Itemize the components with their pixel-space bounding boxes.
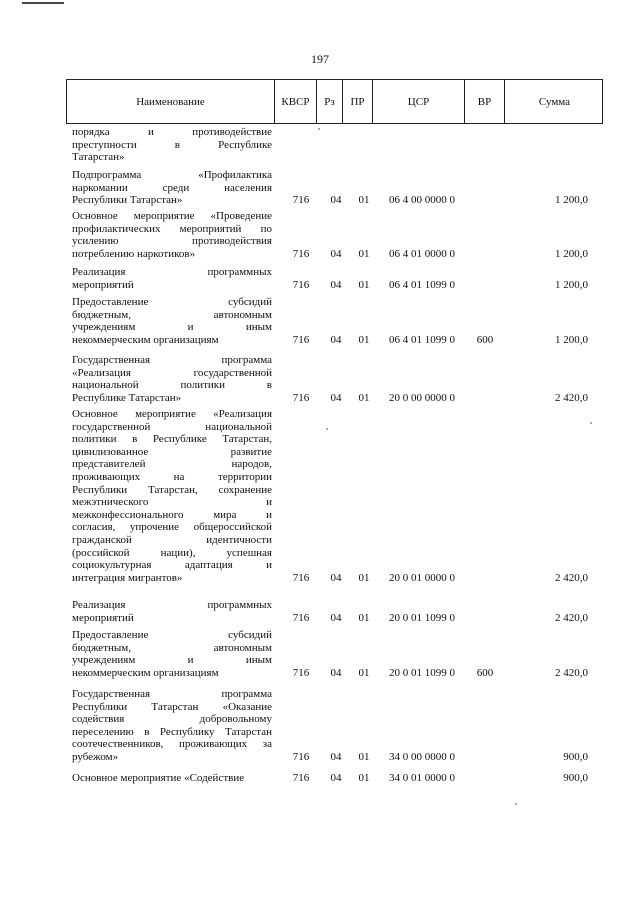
kvsr-cell: 716: [292, 772, 310, 784]
sum-cell: 2 420,0: [555, 611, 588, 624]
row-name-line: потреблению наркотиков»: [72, 247, 196, 260]
csr-cell: 06 4 01 1099 0: [389, 278, 455, 291]
row-name-line: Основное мероприятие «Проведение: [72, 210, 272, 222]
sum-cell: 1 200,0: [555, 333, 588, 346]
header-csr: ЦСР: [373, 80, 465, 123]
row-name: [72, 772, 272, 785]
rz-cell: 04: [330, 194, 342, 207]
row-name-line: «Реализация государственной: [72, 366, 272, 379]
table-row: [72, 354, 602, 404]
row-name-line: бюджетным, автономным: [72, 641, 272, 654]
pr-cell: 01: [358, 751, 370, 763]
sum-cell: 2 420,0: [555, 391, 588, 404]
table-row: [72, 126, 602, 164]
csr-cell: 20 0 01 0000 0: [389, 571, 455, 584]
header-sum: Сумма: [538, 95, 571, 108]
row-name: [72, 354, 272, 404]
rz-cell: 04: [330, 611, 342, 624]
rz-cell: 04: [330, 278, 342, 291]
pr-cell: 01: [358, 247, 370, 260]
row-name-line: Реализация программных: [72, 599, 272, 611]
row-name-line: межконфессионального мира и: [72, 508, 272, 521]
pr-cell: 01: [358, 666, 370, 679]
header-rz: Рз: [317, 80, 343, 123]
row-name-line: Основное мероприятие «Реализация: [72, 408, 272, 420]
row-name: [72, 169, 272, 207]
pr-cell: 01: [358, 571, 370, 584]
row-name-line: учреждениям и иным: [72, 321, 272, 334]
table-row: [72, 629, 602, 679]
row-name-line: бюджетным, автономным: [72, 308, 272, 321]
row-name-line: Реализация программных: [72, 266, 272, 278]
pr-cell: 01: [358, 194, 370, 207]
row-name-line: Татарстан»: [72, 151, 125, 164]
row-name-line: гражданской идентичности: [72, 533, 272, 546]
table-row: [72, 210, 602, 260]
kvsr-cell: 716: [292, 666, 310, 679]
scan-mark: [590, 422, 592, 424]
row-name-line: Государственная программа: [72, 354, 272, 366]
csr-cell: 20 0 01 1099 0: [389, 611, 455, 624]
row-name-line: соотечественников, проживающих за: [72, 738, 272, 751]
csr-cell: 20 0 01 1099 0: [389, 666, 455, 679]
row-name-line: наркомании среди населения: [72, 181, 272, 194]
table-row: [72, 296, 602, 346]
table-row: [72, 772, 602, 785]
row-name-line: рубежом»: [72, 750, 119, 763]
rz-cell: 04: [330, 772, 342, 784]
sum-cell: 900,0: [563, 751, 588, 763]
table-row: [72, 688, 602, 764]
csr-cell: 34 0 00 0000 0: [389, 751, 455, 763]
kvsr-cell: 716: [292, 247, 310, 260]
row-name: [72, 629, 272, 679]
kvsr-cell: 716: [292, 333, 310, 346]
page-number: 197: [311, 52, 329, 66]
row-name-line: содействия добровольному: [72, 713, 272, 726]
row-name-line: преступности в Республике: [72, 138, 272, 151]
table-row: [72, 266, 602, 291]
header-name: Наименование: [67, 80, 275, 123]
row-name-line: согласия, упрочение общероссийской: [72, 521, 272, 534]
row-name-line: порядка и противодействие: [72, 126, 272, 138]
csr-cell: 06 4 01 0000 0: [389, 247, 455, 260]
row-name-line: межэтнического и: [72, 496, 272, 509]
row-name-line: мероприятий: [72, 278, 134, 291]
header-vr: ВР: [465, 80, 505, 123]
pr-cell: 01: [358, 333, 370, 346]
rz-cell: 04: [330, 333, 342, 346]
scan-mark: [318, 128, 320, 130]
row-name-line: Предоставление субсидий: [72, 629, 272, 641]
table-row: [72, 408, 602, 584]
table-row: [72, 599, 602, 624]
csr-cell: 06 4 00 0000 0: [389, 194, 455, 207]
row-name-line: государственной национальной: [72, 420, 272, 433]
pr-cell: 01: [358, 611, 370, 624]
rz-cell: 04: [330, 571, 342, 584]
row-name-line: национальной политики в: [72, 379, 272, 392]
row-name: [72, 296, 272, 346]
row-name-line: цивилизованное развитие: [72, 445, 272, 458]
vr-cell: 600: [476, 333, 494, 346]
row-name-line: усилению противодействия: [72, 235, 272, 248]
row-name-line: Предоставление субсидий: [72, 296, 272, 308]
pr-cell: 01: [358, 391, 370, 404]
row-name-line: Государственная программа: [72, 688, 272, 700]
row-name: [72, 266, 272, 291]
vr-cell: 600: [476, 666, 494, 679]
row-name: [72, 408, 272, 584]
row-name: [72, 688, 272, 764]
sum-cell: 1 200,0: [555, 278, 588, 291]
row-name-line: Республики Татарстан «Оказание: [72, 700, 272, 713]
kvsr-cell: 716: [292, 391, 310, 404]
header-pr: ПР: [343, 80, 373, 123]
row-name-line: учреждениям и иным: [72, 654, 272, 667]
csr-cell: 20 0 00 0000 0: [389, 391, 455, 404]
sum-cell: 2 420,0: [555, 666, 588, 679]
row-name-line: Республике Татарстан»: [72, 391, 182, 404]
pr-cell: 01: [358, 772, 370, 784]
sum-cell: 2 420,0: [555, 571, 588, 584]
table-header: [66, 79, 603, 124]
row-name-line: (российской нации), успешная: [72, 546, 272, 559]
rz-cell: 04: [330, 391, 342, 404]
row-name-line: Республики Татарстан»: [72, 194, 183, 207]
row-name-line: мероприятий: [72, 611, 134, 624]
row-name: [72, 126, 272, 164]
kvsr-cell: 716: [292, 194, 310, 207]
csr-cell: 06 4 01 1099 0: [389, 333, 455, 346]
scan-mark: [326, 428, 328, 430]
table-row: [72, 169, 602, 207]
row-name-line: Основное мероприятие «Содействие: [72, 772, 245, 784]
row-name-line: профилактических мероприятий по: [72, 222, 272, 235]
row-name-line: Республики Татарстан, сохранение: [72, 483, 272, 496]
rz-cell: 04: [330, 751, 342, 763]
row-name-line: некоммерческим организациям: [72, 666, 219, 679]
kvsr-cell: 716: [292, 611, 310, 624]
sum-cell: 1 200,0: [555, 247, 588, 260]
header-kvsr: КВСР: [275, 80, 317, 123]
rz-cell: 04: [330, 247, 342, 260]
pr-cell: 01: [358, 278, 370, 291]
row-name-line: политики в Республике Татарстан,: [72, 433, 272, 446]
scan-mark: [515, 803, 517, 805]
kvsr-cell: 716: [292, 751, 310, 763]
kvsr-cell: 716: [292, 278, 310, 291]
csr-cell: 34 0 01 0000 0: [389, 772, 455, 784]
top-rule: [22, 2, 64, 4]
row-name: [72, 599, 272, 624]
sum-cell: 900,0: [563, 772, 588, 784]
row-name-line: проживающих на территории: [72, 470, 272, 483]
row-name-line: переселению в Республику Татарстан: [72, 725, 272, 738]
row-name-line: социокультурная адаптация и: [72, 559, 272, 572]
row-name: [72, 210, 272, 260]
row-name-line: представителей народов,: [72, 458, 272, 471]
row-name-line: интеграция мигрантов»: [72, 571, 183, 584]
kvsr-cell: 716: [292, 571, 310, 584]
row-name-line: Подпрограмма «Профилактика: [72, 169, 272, 181]
rz-cell: 04: [330, 666, 342, 679]
sum-cell: 1 200,0: [555, 194, 588, 207]
row-name-line: некоммерческим организациям: [72, 333, 219, 346]
